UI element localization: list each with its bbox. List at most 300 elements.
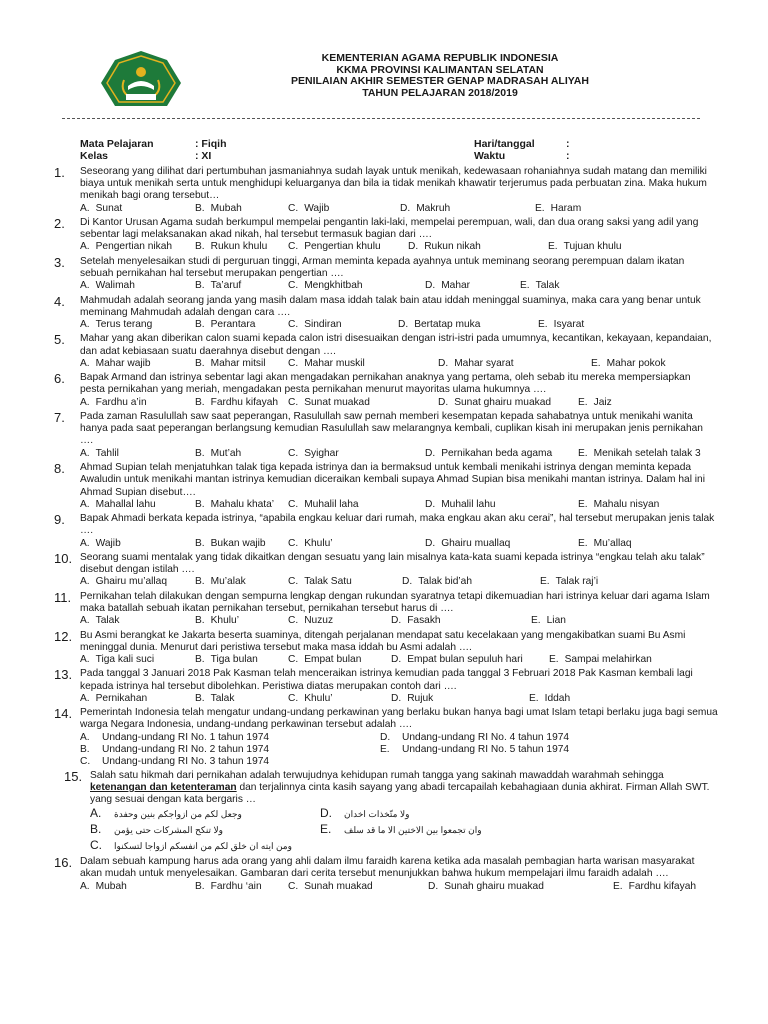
option-e[interactable] bbox=[548, 241, 622, 253]
option-letter: D. bbox=[408, 241, 419, 253]
option-text: Iddah bbox=[544, 692, 571, 704]
option-letter: E. bbox=[613, 880, 623, 892]
question-text: Dalam sebuah kampung harus ada orang yang ahli dalam ilmu faraidh karena ketika ada masalah pembagian harta warisan masyarakat akan mudah untuk menyelesaikan. Gambaran dari cerita tersebut menunjukkan bahwa hukum mempelajari ilmu faraidh adalah …. bbox=[80, 856, 695, 880]
option-letter: C. bbox=[288, 692, 299, 704]
option-letter: C. bbox=[288, 319, 299, 331]
option-text: Mubah bbox=[95, 880, 127, 892]
option-text: Talak Satu bbox=[304, 576, 352, 588]
options-row bbox=[80, 576, 718, 588]
option-b[interactable] bbox=[195, 615, 288, 627]
question-number: 2. bbox=[54, 216, 65, 232]
option-a[interactable] bbox=[80, 203, 195, 215]
question bbox=[54, 667, 718, 705]
question-text bbox=[90, 770, 718, 807]
option-text: Mahar wajib bbox=[95, 357, 151, 369]
option-letter: E. bbox=[531, 615, 541, 627]
option-letter: A. bbox=[80, 396, 90, 408]
option-letter: D. bbox=[391, 653, 402, 665]
option-b[interactable] bbox=[195, 576, 288, 588]
option-letter: C. bbox=[288, 447, 299, 459]
option-text: Rukun khulu bbox=[210, 241, 268, 253]
option-b[interactable] bbox=[195, 654, 288, 666]
question-number: 12. bbox=[54, 628, 73, 644]
option-text: Ta’aruf bbox=[210, 280, 242, 292]
option-d[interactable] bbox=[428, 881, 613, 893]
option-a[interactable] bbox=[80, 615, 195, 627]
option-e[interactable] bbox=[578, 538, 648, 550]
question-list bbox=[54, 165, 718, 895]
ministry-logo bbox=[100, 50, 182, 112]
options-row bbox=[80, 397, 718, 409]
option-arabic-text: ومن ايته ان خلق لكم من انفسكم ازواجا لتسكنوا bbox=[114, 841, 292, 852]
option-letter: C. bbox=[288, 615, 299, 627]
option-text: Mahalu nisyan bbox=[593, 498, 660, 510]
option-text: Tujuan khulu bbox=[563, 241, 622, 253]
option-d[interactable] bbox=[408, 241, 548, 253]
option-text: Wajib bbox=[304, 202, 330, 214]
option-letter: C. bbox=[288, 241, 299, 253]
option-letter: E. bbox=[548, 241, 558, 253]
underlined-phrase: ketenangan dan ketenteraman bbox=[90, 781, 237, 793]
option-e[interactable] bbox=[380, 744, 680, 756]
option-letter: D. bbox=[320, 806, 332, 821]
time-label: Waktu bbox=[474, 150, 506, 162]
option-letter: C. bbox=[288, 537, 299, 549]
option-letter: B. bbox=[195, 576, 205, 588]
option-b[interactable] bbox=[90, 822, 320, 838]
option-text: Haram bbox=[550, 202, 582, 214]
question-number: 10. bbox=[54, 550, 73, 566]
option-letter: E. bbox=[591, 357, 601, 369]
option-a[interactable] bbox=[80, 241, 195, 253]
question bbox=[54, 706, 718, 767]
options-grid bbox=[90, 806, 718, 854]
option-letter: D. bbox=[438, 357, 449, 369]
option-text: Khulu’ bbox=[210, 615, 239, 627]
question bbox=[54, 371, 718, 409]
option-letter: B. bbox=[195, 319, 205, 331]
option-c[interactable] bbox=[288, 499, 425, 511]
question-number: 15. bbox=[64, 768, 83, 784]
option-b[interactable] bbox=[195, 693, 288, 705]
option-c[interactable] bbox=[288, 397, 438, 409]
option-letter: B. bbox=[195, 498, 205, 510]
option-c[interactable] bbox=[288, 538, 425, 550]
option-text: Mengkhitbah bbox=[304, 280, 363, 292]
option-b[interactable] bbox=[195, 241, 288, 253]
option-a[interactable] bbox=[80, 319, 195, 331]
option-text: Mahallal lahu bbox=[95, 498, 156, 510]
option-letter: C. bbox=[288, 202, 299, 214]
meta-left bbox=[80, 138, 227, 162]
option-a[interactable] bbox=[80, 576, 195, 588]
option-b[interactable] bbox=[195, 397, 288, 409]
question bbox=[54, 165, 718, 215]
option-text: Bertatap muka bbox=[414, 319, 481, 331]
option-c[interactable] bbox=[288, 654, 391, 666]
option-letter: A. bbox=[80, 692, 90, 704]
question-number: 11. bbox=[54, 589, 72, 605]
question-number: 13. bbox=[54, 667, 73, 683]
option-e[interactable] bbox=[529, 693, 629, 705]
option-text: Rukun nikah bbox=[424, 241, 481, 253]
option-letter: A. bbox=[80, 357, 90, 369]
question bbox=[54, 254, 718, 293]
option-a[interactable] bbox=[80, 732, 380, 744]
option-text: Terus terang bbox=[95, 319, 153, 331]
option-letter: A. bbox=[80, 615, 90, 627]
option-letter: B. bbox=[195, 447, 205, 459]
option-text: Pernikahan beda agama bbox=[441, 447, 553, 459]
option-c[interactable] bbox=[90, 838, 320, 854]
option-d[interactable] bbox=[425, 499, 578, 511]
question-text: Pemerintah Indonesia telah mengatur undang-undang perkawinan yang berlaku bukan hanya bagi umat Islam tetapi berlaku juga bagi semua warga Negara Indonesia, undang-undang perkawinan tersebut adalah …. bbox=[80, 707, 718, 731]
question-text: Di Kantor Urusan Agama sudah berkumpul mempelai pengantin laki-laki, mempelai perempuan, wali, dan dua orang saksi yang adil yang sebentar lagi melaksanakan akad nikah, hal tersebut termasuk bagian dari …. bbox=[80, 217, 699, 241]
question-text: Bapak Armand dan istrinya sebentar lagi akan mengadakan pernikahan anaknya yang pertama, oleh sebab itu mereka mempersiapkan pesta pernikahan yang meriah, mengadakan pesta pernikahan menurut mayoritas ulama hukumnya …. bbox=[80, 372, 691, 396]
question-text-part: Salah satu hikmah dari pernikahan adalah terwujudnya kehidupan rumah tangga yang sakinah mawaddah warahmah sehingga bbox=[90, 769, 664, 781]
question-number: 14. bbox=[54, 706, 73, 722]
option-letter: E. bbox=[380, 743, 390, 755]
option-text: Empat bulan bbox=[304, 653, 362, 665]
option-text: Lian bbox=[546, 615, 566, 627]
option-text: Undang-undang RI No. 3 tahun 1974 bbox=[102, 755, 270, 767]
option-text: Nuzuz bbox=[304, 615, 334, 627]
option-d[interactable] bbox=[320, 806, 670, 822]
option-a[interactable] bbox=[90, 806, 320, 822]
option-e[interactable] bbox=[531, 615, 601, 627]
option-letter: B. bbox=[195, 241, 205, 253]
option-letter: B. bbox=[90, 822, 102, 837]
option-text: Sampai melahirkan bbox=[564, 653, 652, 665]
option-text: Jaiz bbox=[593, 396, 612, 408]
option-text: Fasakh bbox=[407, 615, 441, 627]
question bbox=[54, 855, 718, 893]
option-text: Undang-undang RI No. 4 tahun 1974 bbox=[402, 731, 570, 743]
question-number: 3. bbox=[54, 254, 65, 270]
option-c[interactable] bbox=[288, 319, 398, 331]
question-text: Pernikahan telah dilakukan dengan sempurna lengkap dengan rukundan syaratnya tetapi dikemuadian hari istrinya keluar dari agama Islam maka batallah sebuah ikatan pernikahan tersebut, pernikahan tersebut harus di …. bbox=[80, 590, 710, 614]
option-letter: A. bbox=[80, 319, 90, 331]
option-text: Wajib bbox=[95, 537, 121, 549]
option-letter: D. bbox=[438, 396, 449, 408]
option-e[interactable] bbox=[578, 447, 701, 460]
options-row bbox=[80, 881, 718, 893]
option-letter: D. bbox=[380, 731, 391, 743]
option-d[interactable] bbox=[425, 538, 578, 550]
options-row bbox=[80, 358, 718, 370]
option-letter: A. bbox=[80, 280, 90, 292]
option-b[interactable] bbox=[195, 280, 288, 292]
question-text: Bu Asmi berangkat ke Jakarta beserta suaminya, ditengah perjalanan mendapat satu kecelakaan yang mengakibatkan suami Bu Asmi meninggal dunia. Menurut dari peristiwa tersebut maka masa iddah bu Asmi adalah …. bbox=[80, 629, 686, 653]
header-divider bbox=[62, 118, 700, 119]
option-text: Undang-undang RI No. 5 tahun 1974 bbox=[402, 743, 570, 755]
question bbox=[54, 589, 718, 628]
option-text: Pengertian khulu bbox=[304, 241, 381, 253]
option-letter: E. bbox=[538, 319, 548, 331]
option-text: Tiga kali suci bbox=[95, 653, 155, 665]
option-letter: C. bbox=[288, 880, 299, 892]
option-text: Mut’ah bbox=[210, 447, 242, 459]
question-text: Pada zaman Rasulullah saw saat peperangan, Rasulullah saw pernah memberi kesempatan kepada sahabatnya untuk menikahi wanita hanya pada saat peperangan berlangsung kemudian Rasulullah saw melarangnya kembali, cuplikan kisah ini merupakan jenis pernikahan …. bbox=[80, 411, 703, 447]
question-number: 7. bbox=[54, 410, 65, 426]
question-text: Seseorang yang dilihat dari pertumbuhan jasmaniahnya sudah layak untuk menikah, kedewasaan rohaniahnya sudah matang dan memiliki biaya untuk menikah serta untuk menghidupi keluarganya dan bila ia tidak menikah khawatir terjerumus pada perbuatan zina. Maka hukum menikah bagi orang tersebut… bbox=[80, 166, 707, 202]
option-letter: E. bbox=[540, 576, 550, 588]
option-c[interactable] bbox=[288, 448, 425, 460]
option-text: Undang-undang RI No. 1 tahun 1974 bbox=[102, 731, 270, 743]
option-text: Muhalil lahu bbox=[441, 498, 496, 510]
meta-right bbox=[474, 138, 570, 162]
option-letter: A. bbox=[80, 731, 90, 743]
option-letter: B. bbox=[195, 280, 205, 292]
option-text: Mahalu khata’ bbox=[210, 498, 275, 510]
option-text: Bukan wajib bbox=[210, 537, 266, 549]
option-a[interactable] bbox=[80, 358, 195, 370]
question bbox=[64, 768, 718, 855]
option-e[interactable] bbox=[578, 397, 658, 409]
option-letter: B. bbox=[195, 692, 205, 704]
option-c[interactable] bbox=[288, 280, 425, 292]
header-title bbox=[230, 53, 650, 99]
option-text: Rujuk bbox=[407, 692, 434, 704]
option-letter: C. bbox=[288, 498, 299, 510]
option-letter: B. bbox=[195, 537, 205, 549]
option-letter: A. bbox=[90, 806, 102, 821]
option-a[interactable] bbox=[80, 280, 195, 292]
option-letter: E. bbox=[549, 653, 559, 665]
question-number: 8. bbox=[54, 461, 65, 477]
option-text: Makruh bbox=[416, 202, 451, 214]
question bbox=[54, 512, 718, 550]
option-c[interactable] bbox=[288, 615, 391, 627]
option-letter: B. bbox=[195, 396, 205, 408]
option-b[interactable] bbox=[80, 744, 380, 756]
option-c[interactable] bbox=[288, 881, 428, 893]
option-letter: E. bbox=[578, 537, 588, 549]
option-b[interactable] bbox=[195, 499, 288, 511]
options-row bbox=[80, 203, 718, 215]
option-text: Talak bbox=[210, 692, 235, 704]
option-letter: A. bbox=[80, 880, 90, 892]
option-letter: D. bbox=[425, 280, 436, 292]
options-row bbox=[80, 538, 718, 550]
options-grid bbox=[80, 732, 718, 768]
option-text: Sunat bbox=[95, 202, 123, 214]
option-a[interactable] bbox=[80, 448, 195, 460]
question-text: Seorang suami mentalak yang tidak dikaitkan dengan sesuatu yang lain misalnya kata-kata suami kepada istrinya “engkau telah aku talak” disebut dengan istilah …. bbox=[80, 551, 705, 576]
question-text-part: dan terjalinnya cinta kasih sayang yang abadi tercapailah kebahagiaan dunia akhirat. Firman Allah SWT. yang sesuai dengan kata bergaris … bbox=[90, 781, 710, 805]
option-text: Empat bulan sepuluh hari bbox=[407, 653, 523, 665]
question-number: 1. bbox=[54, 165, 65, 180]
option-letter: D. bbox=[398, 319, 409, 331]
option-letter: A. bbox=[80, 447, 90, 459]
option-letter: A. bbox=[80, 498, 90, 510]
option-arabic-text: ولا متّخذات اخدان bbox=[344, 809, 410, 820]
option-e[interactable] bbox=[535, 203, 625, 215]
option-letter: E. bbox=[578, 447, 588, 459]
option-letter: E. bbox=[529, 692, 539, 704]
option-letter: A. bbox=[80, 241, 90, 253]
option-letter: D. bbox=[391, 692, 402, 704]
option-text: Menikah setelah talak 3 bbox=[593, 447, 701, 459]
option-text: Sunah ghairu muakad bbox=[444, 880, 544, 892]
option-text: Fardhu ‘ain bbox=[210, 880, 262, 892]
option-d[interactable] bbox=[400, 203, 535, 215]
option-letter: E. bbox=[578, 498, 588, 510]
option-e[interactable] bbox=[320, 822, 670, 838]
option-text: Undang-undang RI No. 2 tahun 1974 bbox=[102, 743, 270, 755]
option-arabic-text: وان تجمعوا بين الاختين الا ما قد سلف bbox=[344, 825, 482, 836]
option-d[interactable] bbox=[425, 448, 578, 460]
question-number: 4. bbox=[54, 293, 65, 309]
question bbox=[54, 461, 718, 511]
option-letter: A. bbox=[80, 537, 90, 549]
option-d[interactable] bbox=[402, 576, 540, 588]
option-b[interactable] bbox=[195, 358, 288, 370]
option-letter: E. bbox=[520, 280, 530, 292]
option-d[interactable] bbox=[425, 280, 520, 292]
question bbox=[54, 216, 718, 254]
options-row bbox=[80, 654, 718, 666]
question-text: Ahmad Supian telah menjatuhkan talak tiga kepada istrinya dan ia bermaksud untuk kembali menikahi istrinya dengan meminta kepada Awaludin untuk menikahi mantan istrinya kemudian diceraikan kembali supaya Ahmad Supian bisa menikahi mantan istrinya. Dalam hal ini Ahmad Supian disebut…. bbox=[80, 462, 705, 498]
option-c[interactable] bbox=[288, 203, 400, 215]
option-text: Ghairu muallaq bbox=[441, 537, 511, 549]
option-text: Sunat muakad bbox=[304, 396, 370, 408]
option-arabic-text: ولا تنكح المشركات حتى يؤمن bbox=[114, 825, 224, 836]
option-text: Mahar mitsil bbox=[210, 357, 266, 369]
option-b[interactable] bbox=[195, 538, 288, 550]
option-c[interactable] bbox=[288, 693, 391, 705]
option-a[interactable] bbox=[80, 654, 195, 666]
option-text: Sunat ghairu muakad bbox=[454, 396, 552, 408]
option-text: Isyarat bbox=[553, 319, 585, 331]
option-letter: A. bbox=[80, 202, 90, 214]
option-e[interactable] bbox=[520, 280, 590, 292]
subject-label: Mata Pelajaran bbox=[80, 138, 154, 150]
header-line: KEMENTERIAN AGAMA REPUBLIK INDONESIA bbox=[321, 52, 559, 64]
header-line: PENILAIAN AKHIR SEMESTER GENAP MADRASAH ALIYAH bbox=[291, 75, 589, 87]
option-letter: C. bbox=[80, 755, 91, 767]
option-letter: B. bbox=[195, 357, 205, 369]
option-letter: B. bbox=[195, 615, 205, 627]
options-row bbox=[80, 241, 718, 253]
question bbox=[54, 550, 718, 589]
options-row bbox=[80, 280, 718, 292]
option-text: Mahar muskil bbox=[304, 357, 365, 369]
header-line: TAHUN PELAJARAN 2018/2019 bbox=[362, 86, 518, 99]
option-letter: D. bbox=[425, 447, 436, 459]
option-d[interactable] bbox=[391, 615, 531, 627]
option-letter: D. bbox=[425, 498, 436, 510]
option-letter: B. bbox=[195, 202, 205, 214]
option-letter: C. bbox=[288, 280, 299, 292]
question-number: 16. bbox=[54, 855, 73, 871]
option-text: Khulu’ bbox=[304, 692, 333, 704]
question bbox=[54, 293, 718, 332]
option-c[interactable] bbox=[80, 756, 380, 768]
option-text: Perantara bbox=[210, 319, 256, 331]
class-value: : XI bbox=[195, 150, 212, 162]
options-row bbox=[80, 499, 718, 511]
question bbox=[54, 332, 718, 370]
option-d[interactable] bbox=[398, 319, 538, 331]
option-letter: C. bbox=[90, 838, 102, 853]
option-c[interactable] bbox=[288, 576, 402, 588]
option-text: Mu’alak bbox=[210, 576, 246, 588]
option-d[interactable] bbox=[391, 693, 529, 705]
option-text: Mu’allaq bbox=[593, 537, 632, 549]
option-b[interactable] bbox=[195, 203, 288, 215]
question bbox=[54, 628, 718, 667]
option-b[interactable] bbox=[195, 448, 288, 460]
option-text: Fardhu a’in bbox=[95, 396, 147, 408]
subject-value: : Fiqih bbox=[195, 138, 227, 150]
option-text: Talak bbox=[95, 615, 120, 627]
option-letter: E. bbox=[578, 396, 588, 408]
option-e[interactable] bbox=[540, 576, 680, 588]
option-b[interactable] bbox=[195, 881, 288, 893]
option-d[interactable] bbox=[438, 397, 578, 409]
date-value: : bbox=[566, 138, 570, 150]
class-label: Kelas bbox=[80, 150, 109, 162]
option-text: Sindiran bbox=[304, 319, 342, 331]
option-e[interactable] bbox=[538, 319, 618, 331]
option-a[interactable] bbox=[80, 499, 195, 511]
option-text: Pengertian nikah bbox=[95, 241, 173, 253]
option-text: Mubah bbox=[210, 202, 242, 214]
options-row bbox=[80, 448, 718, 460]
option-d[interactable] bbox=[438, 358, 591, 370]
question-number: 9. bbox=[54, 512, 65, 528]
option-letter: D. bbox=[391, 615, 402, 627]
option-text: Pernikahan bbox=[95, 692, 148, 704]
date-label: Hari/tanggal bbox=[474, 138, 535, 150]
option-b[interactable] bbox=[195, 319, 288, 331]
option-letter: D. bbox=[425, 537, 436, 549]
option-letter: D. bbox=[400, 202, 411, 214]
option-text: Khulu’ bbox=[304, 537, 333, 549]
option-letter: B. bbox=[195, 653, 205, 665]
option-arabic-text: وجعل لكم من ازواجكم بنين وحفدة bbox=[114, 809, 242, 820]
option-text: Walimah bbox=[95, 280, 135, 292]
question-text: Pada tanggal 3 Januari 2018 Pak Kasman telah menceraikan istrinya kemudian pada tanggal 3 Februari 2018 Pak Kasman kembali lagi kepada istrinya hal tersebut dibolehkan. Peristiwa diatas merupakan contoh dari …. bbox=[80, 668, 693, 692]
option-a[interactable] bbox=[80, 881, 195, 893]
option-e[interactable] bbox=[549, 654, 679, 666]
option-c[interactable] bbox=[288, 241, 408, 253]
option-d[interactable] bbox=[391, 654, 549, 666]
options-row bbox=[80, 693, 718, 705]
option-text: Mahar syarat bbox=[454, 357, 514, 369]
option-text: Tahlil bbox=[95, 447, 119, 459]
option-e[interactable] bbox=[591, 357, 666, 370]
option-letter: B. bbox=[80, 743, 90, 755]
option-text: Tiga bulan bbox=[210, 653, 258, 665]
option-letter: A. bbox=[80, 576, 90, 588]
option-text: Sunah muakad bbox=[304, 880, 373, 892]
option-a[interactable] bbox=[80, 397, 195, 409]
options-row bbox=[80, 615, 718, 627]
option-e[interactable] bbox=[613, 881, 713, 893]
option-letter: C. bbox=[288, 396, 299, 408]
question-text: Bapak Ahmadi berkata kepada istrinya, “apabila engkau keluar dari rumah, maka engkau akan aku cerai”, hal tersebut merupakan jenis talak …. bbox=[80, 513, 715, 537]
option-e[interactable] bbox=[578, 499, 698, 511]
option-text: Ghairu mu’allaq bbox=[95, 576, 167, 588]
option-c[interactable] bbox=[288, 358, 438, 370]
option-a[interactable] bbox=[80, 693, 195, 705]
option-text: Fardhu kifayah bbox=[210, 396, 279, 408]
option-d[interactable] bbox=[380, 732, 680, 744]
header bbox=[0, 0, 768, 118]
option-a[interactable] bbox=[80, 538, 195, 550]
